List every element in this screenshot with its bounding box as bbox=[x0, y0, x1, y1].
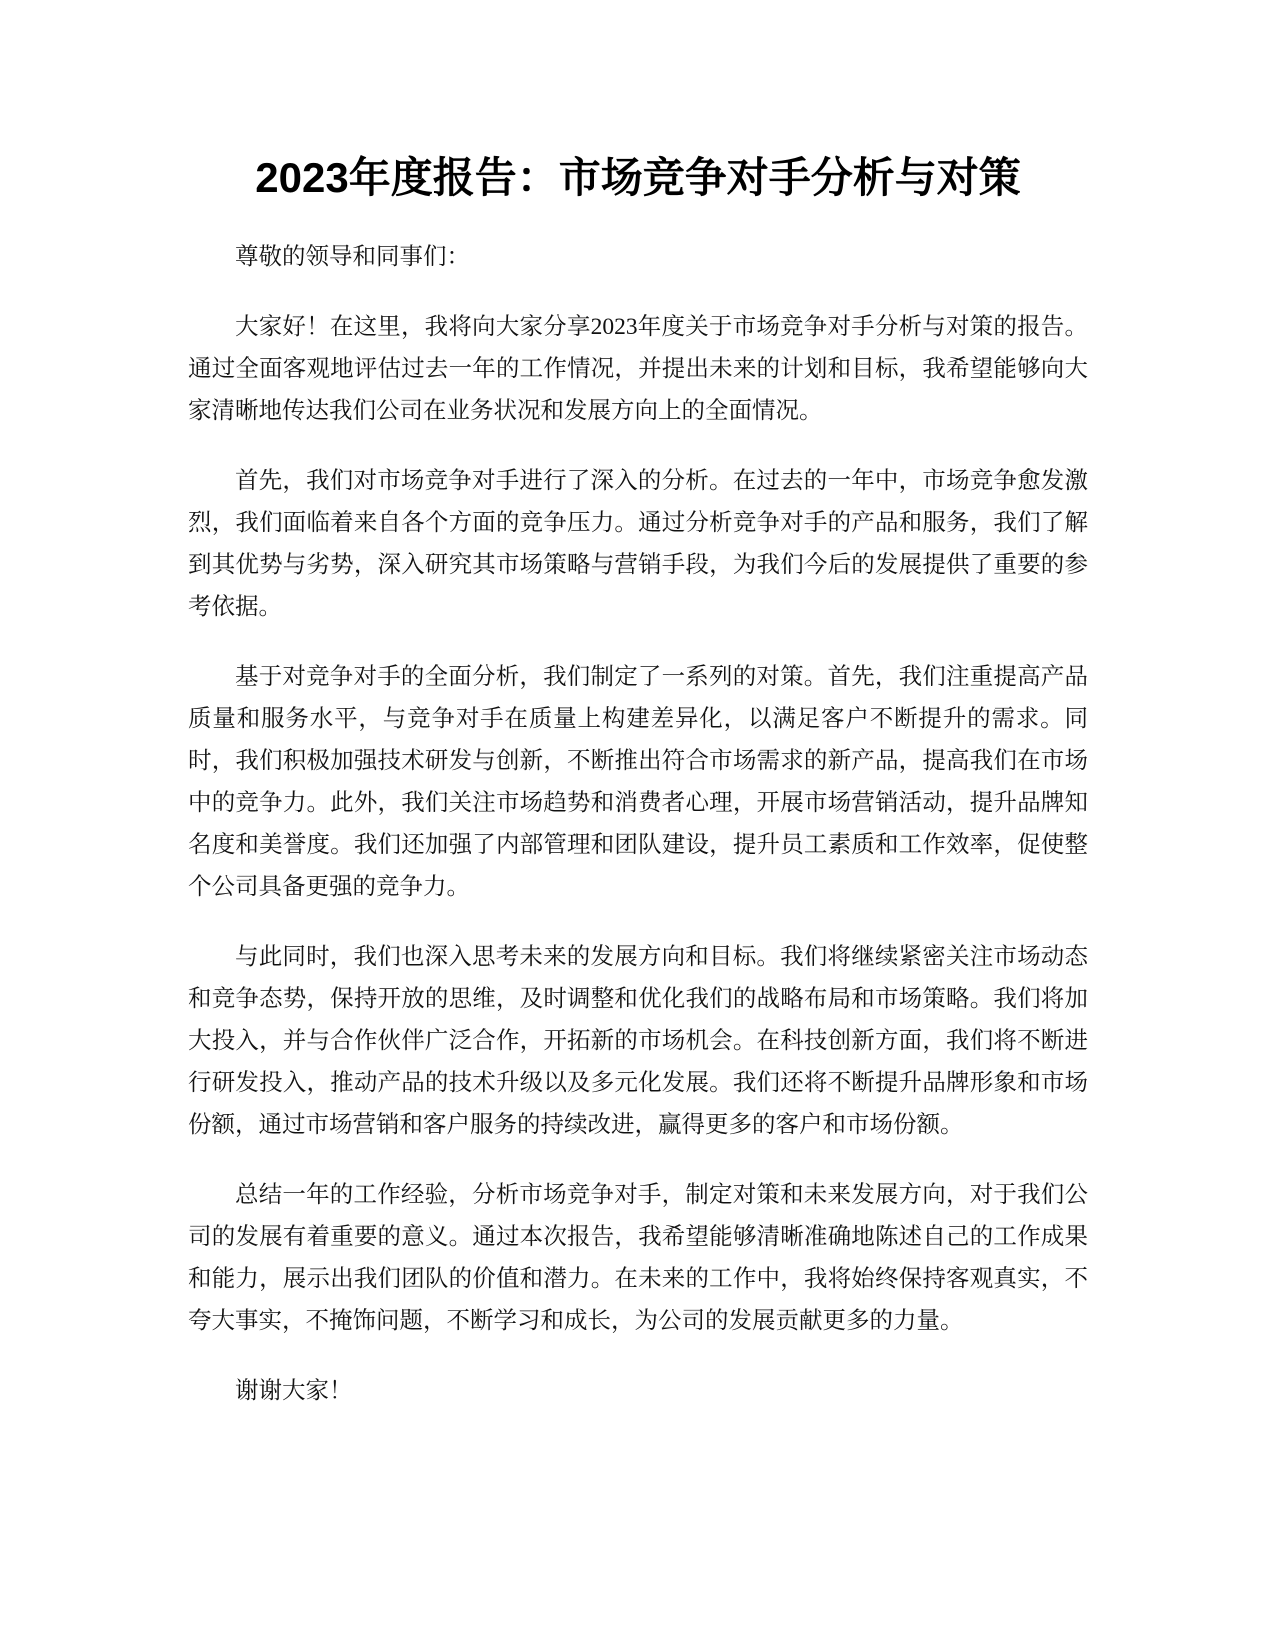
paragraph-analysis: 首先，我们对市场竞争对手进行了深入的分析。在过去的一年中，市场竞争愈发激烈，我们面临着来自各个方面的竞争压力。通过分析竞争对手的产品和服务，我们了解到其优势与劣势，深入研究其市场策略与营销手段，为我们今后的发展提供了重要的参考依据。 bbox=[188, 468, 1088, 620]
closing: 谢谢大家！ bbox=[235, 1378, 353, 1404]
paragraph-intro: 大家好！在这里，我将向大家分享2023年度关于市场竞争对手分析与对策的报告。通过全面客观地评估过去一年的工作情况，并提出未来的计划和目标，我希望能够向大家清晰地传达我们公司在业务状况和发展方向上的全面情况。 bbox=[188, 314, 1088, 424]
paragraph-countermeasures: 基于对竞争对手的全面分析，我们制定了一系列的对策。首先，我们注重提高产品质量和服务水平，与竞争对手在质量上构建差异化，以满足客户不断提升的需求。同时，我们积极加强技术研发与创新，不断推出符合市场需求的新产品，提高我们在市场中的竞争力。此外，我们关注市场趋势和消费者心理，开展市场营销活动，提升品牌知名度和美誉度。我们还加强了内部管理和团队建设，提升员工素质和工作效率，促使整个公司具备更强的竞争力。 bbox=[188, 664, 1088, 900]
document-body bbox=[188, 148, 1088, 1440]
document-title: 2023年度报告：市场竞争对手分析与对策 bbox=[255, 154, 1021, 201]
paragraph-summary: 总结一年的工作经验，分析市场竞争对手，制定对策和未来发展方向，对于我们公司的发展有着重要的意义。通过本次报告，我希望能够清晰准确地陈述自己的工作成果和能力，展示出我们团队的价值和潜力。在未来的工作中，我将始终保持客观真实，不夸大事实，不掩饰问题，不断学习和成长，为公司的发展贡献更多的力量。 bbox=[188, 1182, 1088, 1334]
paragraph-future: 与此同时，我们也深入思考未来的发展方向和目标。我们将继续紧密关注市场动态和竞争态势，保持开放的思维，及时调整和优化我们的战略布局和市场策略。我们将加大投入，并与合作伙伴广泛合作，开拓新的市场机会。在科技创新方面，我们将不断进行研发投入，推动产品的技术升级以及多元化发展。我们还将不断提升品牌形象和市场份额，通过市场营销和客户服务的持续改进，赢得更多的客户和市场份额。 bbox=[188, 944, 1088, 1138]
greeting: 尊敬的领导和同事们： bbox=[235, 244, 470, 270]
